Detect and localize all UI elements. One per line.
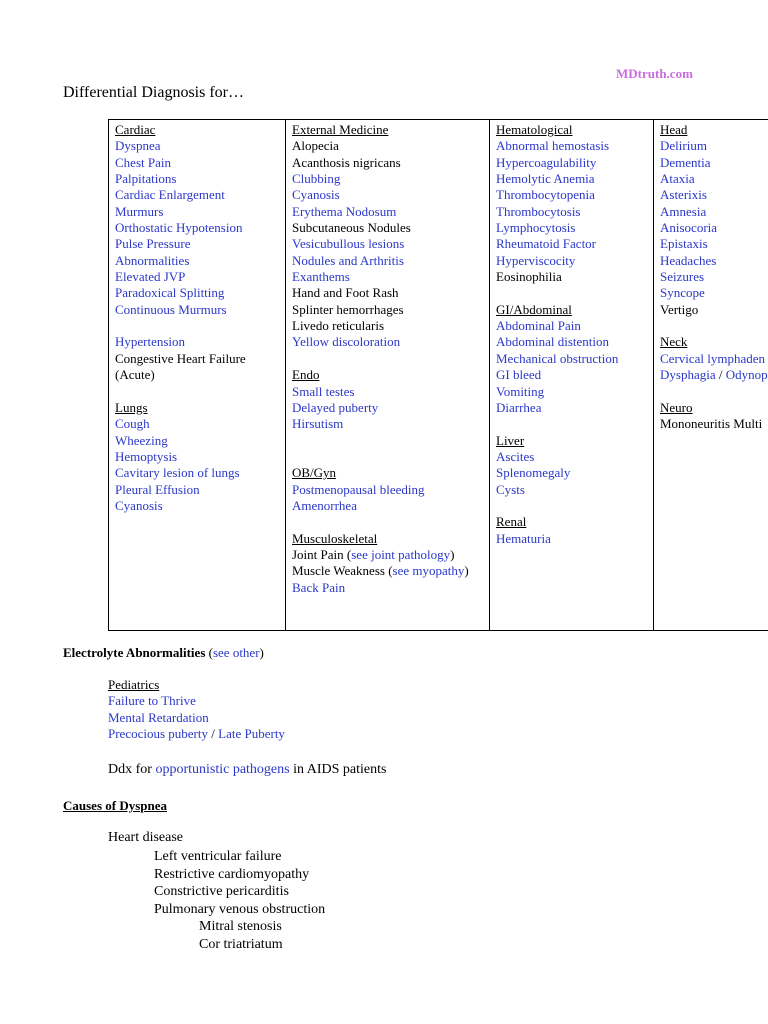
- diagnosis-text: Congestive Heart Failure: [115, 350, 246, 366]
- column-heading: Hematological: [496, 122, 573, 137]
- diagnosis-link[interactable]: Ataxia: [660, 171, 695, 187]
- diagnosis-link[interactable]: Epistaxis: [660, 236, 708, 252]
- diagnosis-link[interactable]: Wheezing: [115, 432, 168, 448]
- dyspnea-heading: Causes of Dyspnea: [63, 798, 168, 813]
- late-puberty-link[interactable]: Late Puberty: [218, 726, 285, 741]
- diagnosis-link[interactable]: Back Pain: [292, 579, 346, 595]
- spacer: [115, 384, 285, 400]
- diagnosis-link[interactable]: Cervical lymphaden: [660, 350, 766, 366]
- diagnosis-text: Acanthosis nigricans: [292, 154, 401, 170]
- diagnosis-link[interactable]: Erythema Nodosum: [292, 203, 397, 219]
- diagnosis-link[interactable]: Dyspnea: [115, 138, 161, 154]
- diagnosis-link[interactable]: Dysphagia: [660, 367, 716, 383]
- spacer: [292, 433, 490, 449]
- text-fragment: Muscle Weakness (: [292, 563, 393, 579]
- diagnosis-link[interactable]: Abdominal distention: [496, 334, 610, 350]
- diagnosis-link[interactable]: Continuous Murmurs: [115, 301, 227, 317]
- section-heading: OB/Gyn: [292, 465, 337, 481]
- diagnosis-link[interactable]: Vomiting: [496, 383, 545, 399]
- section-heading: Musculoskeletal: [292, 530, 378, 546]
- section-heading: GI/Abdominal: [496, 301, 572, 317]
- diagnosis-text: Hand and Foot Rash: [292, 285, 399, 301]
- diagnosis-text: (Acute): [115, 367, 155, 383]
- diagnosis-link[interactable]: Cavitary lesion of lungs: [115, 465, 240, 481]
- diagnosis-link[interactable]: Abdominal Pain: [496, 318, 581, 334]
- spacer: [292, 351, 490, 367]
- diagnosis-link[interactable]: Ascites: [496, 448, 535, 464]
- diagnosis-link[interactable]: Paradoxical Splitting: [115, 285, 225, 301]
- venous-obstruction-list: [199, 918, 283, 953]
- diagnosis-link[interactable]: see myopathy: [392, 563, 465, 579]
- electrolyte-label: Electrolyte Abnormalities: [63, 645, 206, 660]
- spacer: [496, 498, 654, 514]
- diagnosis-link[interactable]: Cough: [115, 416, 150, 432]
- diagnosis-link[interactable]: Asterixis: [660, 187, 707, 203]
- column-hematological: [489, 120, 654, 630]
- diagnosis-link[interactable]: Yellow discoloration: [292, 334, 401, 350]
- diagnosis-link[interactable]: see joint pathology: [351, 546, 451, 562]
- list-item: Cor triatriatum: [199, 936, 283, 952]
- diagnosis-link[interactable]: Lymphocytosis: [496, 220, 576, 236]
- diagnosis-link[interactable]: GI bleed: [496, 367, 542, 383]
- diagnosis-link[interactable]: Hemolytic Anemia: [496, 171, 595, 187]
- pediatrics-item-link[interactable]: Failure to Thrive: [108, 693, 196, 708]
- column-heading: Cardiac: [115, 122, 156, 137]
- spacer: [496, 416, 654, 432]
- diagnosis-link[interactable]: Mechanical obstruction: [496, 350, 619, 366]
- diagnosis-text: Splinter hemorrhages: [292, 301, 404, 317]
- diagnosis-text: Livedo reticularis: [292, 318, 385, 334]
- diagnosis-link[interactable]: Cyanosis: [115, 497, 163, 513]
- diagnosis-link[interactable]: Pulse Pressure: [115, 236, 191, 252]
- heart-disease-list: [154, 848, 325, 918]
- diagnosis-link[interactable]: Rheumatoid Factor: [496, 236, 597, 252]
- diagnosis-link[interactable]: Seizures: [660, 269, 705, 285]
- diagnosis-link[interactable]: Delirium: [660, 138, 707, 154]
- column-heading: Head: [660, 122, 688, 137]
- diagnosis-link[interactable]: Hirsutism: [292, 416, 344, 432]
- spacer: [292, 514, 490, 530]
- heart-disease-label: Heart disease: [108, 830, 184, 845]
- diagnosis-text: Eosinophilia: [496, 269, 562, 285]
- diagnosis-link[interactable]: Vesicubullous lesions: [292, 236, 405, 252]
- diagnosis-link[interactable]: Delayed puberty: [292, 399, 379, 415]
- diagnosis-link[interactable]: Syncope: [660, 285, 705, 301]
- diagnosis-link[interactable]: Thrombocytopenia: [496, 187, 595, 203]
- diagnosis-link[interactable]: Exanthems: [292, 269, 350, 285]
- diagnosis-link[interactable]: Elevated JVP: [115, 269, 186, 285]
- column-cardiac: [109, 120, 285, 630]
- diagnosis-link[interactable]: Amnesia: [660, 203, 707, 219]
- list-item: Constrictive pericarditis: [154, 884, 289, 899]
- diagnosis-link[interactable]: Cysts: [496, 481, 525, 497]
- diagnosis-link[interactable]: Orthostatic Hypotension: [115, 220, 243, 236]
- table-row: [660, 367, 768, 383]
- text-fragment: Joint Pain (: [292, 546, 352, 562]
- section-heading: Neuro: [660, 399, 693, 415]
- diagnosis-link[interactable]: Clubbing: [292, 171, 341, 187]
- diagnosis-link[interactable]: Headaches: [660, 252, 717, 268]
- diagnosis-link[interactable]: Small testes: [292, 383, 355, 399]
- table-row: [292, 547, 490, 563]
- diagnosis-link[interactable]: Hemoptysis: [115, 448, 178, 464]
- column-heading: External Medicine: [292, 122, 389, 137]
- diagnosis-link[interactable]: Diarrhea: [496, 399, 542, 415]
- spacer: [660, 318, 768, 334]
- ddx-aids-line: Ddx for opportunistic pathogens in AIDS patients: [108, 762, 387, 777]
- site-brand[interactable]: MDtruth.com: [616, 66, 693, 81]
- see-other-link[interactable]: see other: [212, 645, 260, 660]
- list-item: Pulmonary venous obstruction: [154, 901, 326, 917]
- text-fragment: ): [464, 563, 469, 579]
- diagnosis-link[interactable]: Abnormal hemostasis: [496, 138, 610, 154]
- table-row: [292, 563, 490, 579]
- pediatrics-item-link[interactable]: Mental Retardation: [108, 709, 209, 725]
- diagnosis-link[interactable]: Hypertension: [115, 334, 186, 350]
- section-heading: Neck: [660, 334, 688, 350]
- list-item: Left ventricular failure: [154, 849, 282, 864]
- diagnosis-link[interactable]: Odynop: [725, 367, 768, 383]
- diagnosis-link[interactable]: Cyanosis: [292, 187, 340, 203]
- diagnosis-link[interactable]: Hyperviscocity: [496, 252, 576, 268]
- diagnosis-link[interactable]: Nodules and Arthritis: [292, 252, 404, 268]
- diagnosis-link[interactable]: Postmenopausal bleeding: [292, 481, 425, 497]
- diagnosis-text: Alopecia: [292, 138, 339, 154]
- diagnosis-text: Subcutaneous Nodules: [292, 220, 411, 236]
- opportunistic-pathogens-link[interactable]: opportunistic pathogens: [155, 762, 290, 777]
- column-external-medicine: [285, 120, 490, 630]
- text-fragment: /: [715, 367, 726, 383]
- column-head: [653, 120, 768, 630]
- spacer: [292, 449, 490, 465]
- diagnosis-link[interactable]: Splenomegaly: [496, 465, 571, 481]
- diagnosis-link[interactable]: Murmurs: [115, 203, 164, 219]
- electrolyte-line: Electrolyte Abnormalities (see other): [63, 645, 264, 660]
- diagnosis-link[interactable]: Dementia: [660, 154, 711, 170]
- diagnosis-link[interactable]: Hematuria: [496, 530, 551, 546]
- diagnosis-text: Vertigo: [660, 301, 699, 317]
- section-heading: Lungs: [115, 399, 148, 415]
- section-heading: Renal: [496, 514, 527, 530]
- page-title: Differential Diagnosis for…: [63, 84, 244, 101]
- pediatrics-list: Failure to Thrive Mental Retardation Precocious puberty / Late Puberty: [108, 693, 285, 741]
- text-fragment: ): [450, 546, 455, 562]
- diagnosis-link[interactable]: Thrombocytosis: [496, 203, 581, 219]
- diagnosis-link[interactable]: Chest Pain: [115, 154, 171, 170]
- section-heading: Endo: [292, 367, 320, 383]
- section-heading: Liver: [496, 432, 525, 448]
- spacer: [115, 318, 285, 334]
- pediatrics-heading: Pediatrics: [108, 677, 160, 692]
- diagnosis-link[interactable]: Abnormalities: [115, 252, 190, 268]
- diagnosis-text: Mononeuritis Multi: [660, 416, 763, 432]
- list-item: Mitral stenosis: [199, 919, 282, 934]
- precocious-puberty-link[interactable]: Precocious puberty: [108, 726, 209, 741]
- spacer: [660, 384, 768, 400]
- list-item: Restrictive cardiomyopathy: [154, 866, 310, 882]
- diagnosis-link[interactable]: Pleural Effusion: [115, 481, 200, 497]
- diagnosis-link[interactable]: Hypercoagulability: [496, 154, 597, 170]
- diagnosis-link[interactable]: Anisocoria: [660, 220, 718, 236]
- ddx-table: [108, 119, 768, 631]
- diagnosis-link[interactable]: Cardiac Enlargement: [115, 187, 225, 203]
- diagnosis-link[interactable]: Palpitations: [115, 171, 177, 187]
- spacer: [496, 285, 654, 301]
- diagnosis-link[interactable]: Amenorrhea: [292, 497, 357, 513]
